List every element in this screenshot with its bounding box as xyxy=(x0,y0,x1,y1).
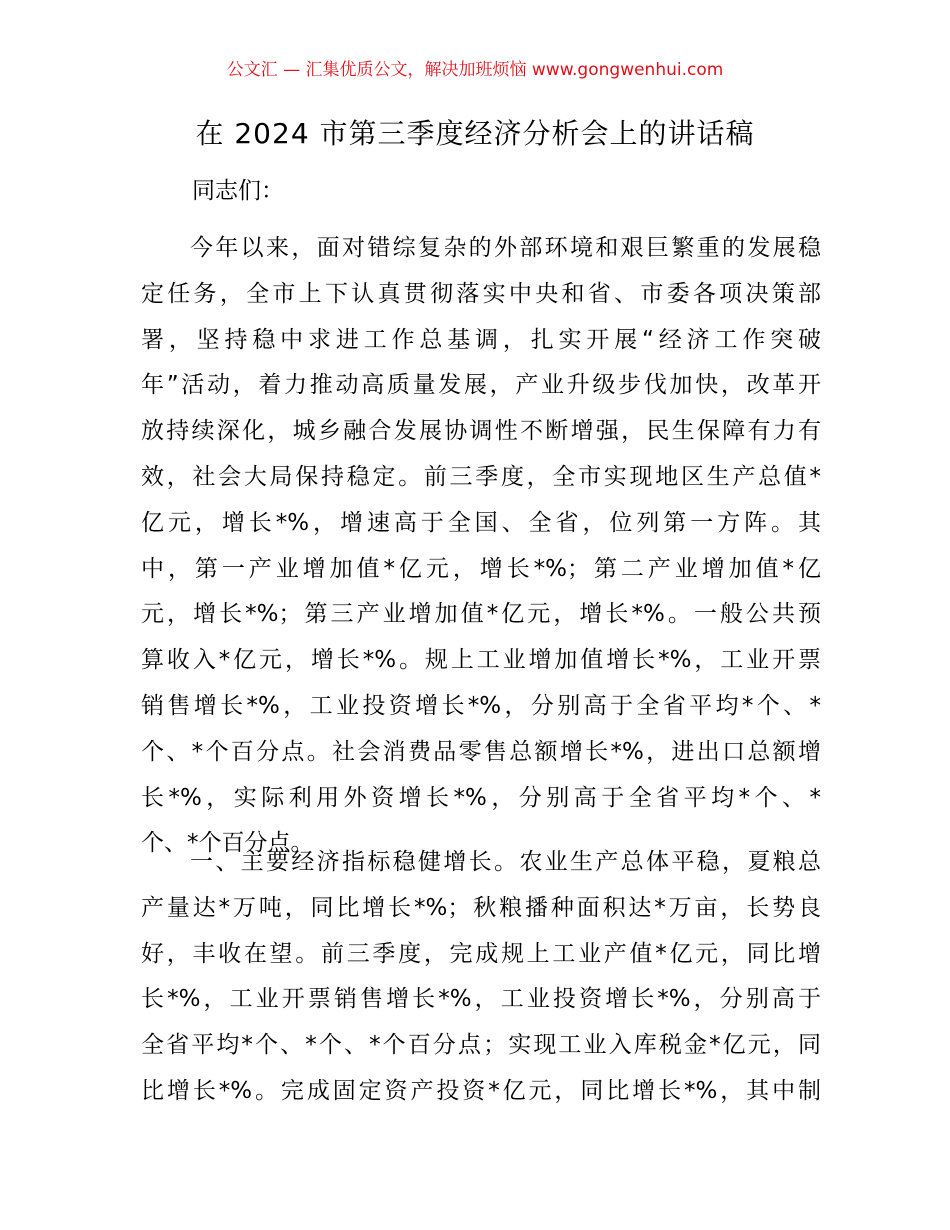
paragraph-line: 全省平均*个、*个、*个百分点；实现工业入库税金*亿元，同 xyxy=(141,1032,821,1059)
paragraph-line: 个、*个百分点。 xyxy=(141,830,314,857)
paragraph-line: 放持续深化，城乡融合发展协调性不断增强，民生保障有力有 xyxy=(141,418,821,445)
paragraph-line: 产量达*万吨，同比增长*%；秋粮播种面积达*万亩，长势良 xyxy=(141,894,821,921)
paragraph-line: 比增长*%。完成固定资产投资*亿元，同比增长*%，其中制 xyxy=(141,1077,821,1104)
paragraph-section-one xyxy=(141,840,821,1115)
paragraph-line: 长*%，实际利用外资增长*%，分别高于全省平均*个、* xyxy=(141,784,821,811)
paragraph-line: 效，社会大局保持稳定。前三季度，全市实现地区生产总值* xyxy=(141,463,821,490)
paragraph-line: 今年以来，面对错综复杂的外部环境和艰巨繁重的发展稳 xyxy=(190,235,821,261)
salutation: 同志们： xyxy=(192,178,284,204)
paragraph-line: 长*%，工业开票销售增长*%，工业投资增长*%，分别高于 xyxy=(141,986,821,1013)
paragraph-line: 一、主要经济指标稳健增长。农业生产总体平稳，夏粮总 xyxy=(190,849,821,875)
paragraph-line: 元，增长*%；第三产业增加值*亿元，增长*%。一般公共预 xyxy=(141,601,821,628)
paragraph-line: 中，第一产业增加值*亿元，增长*%；第二产业增加值*亿 xyxy=(141,555,821,582)
paragraph-line: 定任务，全市上下认真贯彻落实中央和省、市委各项决策部 xyxy=(141,280,821,307)
paragraph-line: 亿元，增长*%，增速高于全国、全省，位列第一方阵。其 xyxy=(141,509,821,536)
paragraph-line: 好，丰收在望。前三季度，完成规上工业产值*亿元，同比增 xyxy=(141,940,821,967)
paragraph-line: 销售增长*%，工业投资增长*%，分别高于全省平均*个、* xyxy=(141,692,821,719)
paragraph-line: 年”活动，着力推动高质量发展，产业升级步伐加快，改革开 xyxy=(141,372,821,399)
document-title: 在 2024 市第三季度经济分析会上的讲话稿 xyxy=(195,117,755,150)
paragraph-line: 个、*个百分点。社会消费品零售总额增长*%，进出口总额增 xyxy=(141,738,821,765)
paragraph-line: 算收入*亿元，增长*%。规上工业增加值增长*%，工业开票 xyxy=(141,647,821,674)
paragraph-line: 署，坚持稳中求进工作总基调，扎实开展“经济工作突破 xyxy=(141,326,821,353)
watermark-header: 公文汇 — 汇集优质公文，解决加班烦恼 www.gongwenhui.com xyxy=(226,60,724,80)
paragraph-intro xyxy=(141,226,821,867)
